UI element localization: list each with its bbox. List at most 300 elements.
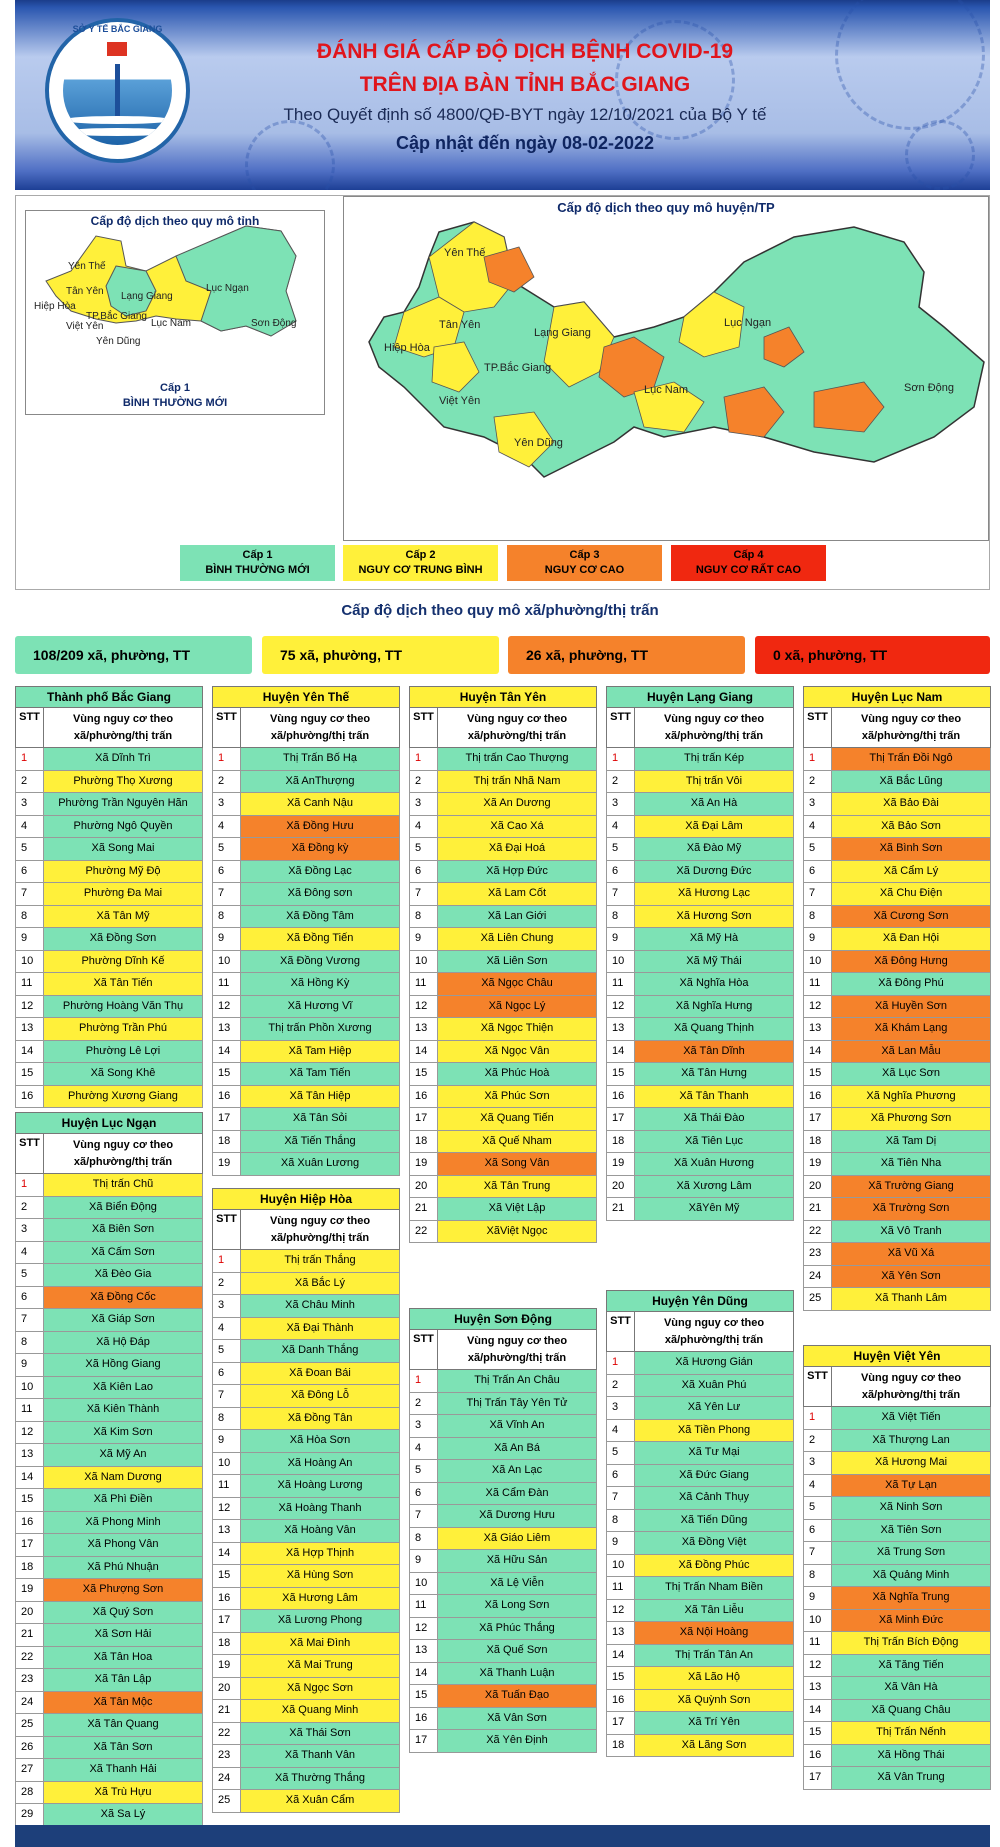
district-map-panel [343,196,989,541]
row-number: 15 [410,1685,438,1707]
zone-header-line: xã/phường/thị trấn [861,730,961,742]
row-number: 8 [607,1510,635,1532]
zone-header-line: Vùng nguy cơ theo [466,713,568,725]
province-level-name: BÌNH THƯỜNG MỚI [122,397,228,409]
row-number: 6 [213,1363,241,1385]
stt-header: STT [804,708,832,747]
table-row [606,1086,794,1109]
commune-name: Xã Lão Hộ [635,1667,793,1689]
dm-label: Hiệp Hòa [384,342,430,354]
row-number: 9 [607,1532,635,1554]
row-number: 8 [410,1528,438,1550]
row-number: 2 [213,771,241,793]
commune-name: Xã Đồng Tiến [241,928,399,950]
zone-header-line: xã/phường/thị trấn [73,1156,173,1168]
row-number: 1 [804,748,832,770]
zone-header [635,1312,793,1351]
row-number: 17 [213,1108,241,1130]
row-number: 21 [16,1624,44,1646]
commune-name: Xã Đồng Lạc [241,861,399,883]
table-row [15,793,203,816]
commune-name: Xã Biên Sơn [44,1219,202,1241]
row-number: 13 [607,1622,635,1644]
row-number: 4 [16,1242,44,1264]
table-row [212,1745,400,1768]
legend-level-2 [343,545,498,581]
commune-name: Xã Tuấn Đạo [438,1685,596,1707]
commune-name: Xã Dương Đức [635,861,793,883]
row-number: 3 [607,793,635,815]
table-row [409,883,597,906]
row-number: 10 [410,1573,438,1595]
commune-name: Xã Song Vân [438,1153,596,1175]
header-banner [15,0,990,190]
table-row [606,793,794,816]
row-number: 7 [410,883,438,905]
commune-name: Xã Trường Giang [832,1176,990,1198]
row-number: 9 [804,1587,832,1609]
commune-name: Xã Yên Sơn [832,1266,990,1288]
commune-name: Xã Việt Lập [438,1198,596,1220]
table-row [606,1487,794,1510]
row-number: 16 [213,1086,241,1108]
row-number: 22 [410,1221,438,1243]
commune-name: Thị trấn Chũ [44,1174,202,1196]
row-number: 6 [410,861,438,883]
row-number: 21 [607,1198,635,1220]
row-number: 21 [804,1198,832,1220]
row-number: 18 [213,1633,241,1655]
commune-name: Xã Phong Minh [44,1512,202,1534]
zone-header-line: xã/phường/thị trấn [467,730,567,742]
commune-name: Xã Song Mai [44,838,202,860]
table-row [212,861,400,884]
row-number: 24 [213,1768,241,1790]
column-header [409,708,597,748]
district-name: Huyện Lục Ngạn [15,1112,203,1134]
table-row [606,748,794,771]
row-number: 1 [213,1250,241,1272]
table-row [409,748,597,771]
commune-name: Xã Bảo Sơn [832,816,990,838]
row-number: 12 [213,996,241,1018]
row-number: 1 [16,748,44,770]
table-row [212,1408,400,1431]
legend-level: Cấp 1 [242,549,273,561]
row-number: 4 [410,816,438,838]
column-header [803,708,991,748]
table-row [409,1573,597,1596]
commune-name: Xã Quý Sơn [44,1602,202,1624]
title-line-1: ĐÁNH GIÁ CẤP ĐỘ DỊCH BỆNH COVID-19 [316,40,734,63]
district-table-yen-the [212,686,400,1176]
table-row [803,838,991,861]
table-row [212,838,400,861]
commune-name: Xã An Dương [438,793,596,815]
table-row [803,1430,991,1453]
stt-header: STT [607,1312,635,1351]
commune-name: Xã Lan Mẫu [832,1041,990,1063]
summary-level-3: 26 xã, phường, TT [508,636,745,674]
table-row [15,1063,203,1086]
commune-name: Xã Hộ Đáp [44,1332,202,1354]
row-number: 11 [213,1475,241,1497]
table-row [15,973,203,996]
commune-name: Xã Cảnh Thụy [635,1487,793,1509]
table-row [409,1370,597,1393]
table-row [15,1287,203,1310]
commune-name: Xã Cấm Sơn [44,1242,202,1264]
row-number: 3 [804,793,832,815]
commune-name: Xã Tân Sơn [44,1737,202,1759]
table-row [212,1700,400,1723]
dm-label: TP.Bắc Giang [484,362,552,374]
commune-name: Phường Thọ Xương [44,771,202,793]
row-number: 25 [804,1288,832,1310]
table-row [803,748,991,771]
row-number: 8 [213,906,241,928]
row-number: 7 [16,1309,44,1331]
table-row [212,1723,400,1746]
table-row [803,1655,991,1678]
commune-name: Xã Đoan Bái [241,1363,399,1385]
commune-name: Xã Đèo Gia [44,1264,202,1286]
table-row [606,1397,794,1420]
row-number: 17 [804,1108,832,1130]
row-number: 12 [804,996,832,1018]
table-row [409,816,597,839]
table-row [212,1790,400,1813]
table-row [606,883,794,906]
row-number: 5 [410,838,438,860]
dm-label: Yên Dũng [514,437,563,449]
commune-name: Xã Phong Vân [44,1534,202,1556]
row-number: 5 [16,838,44,860]
table-row [212,906,400,929]
row-number: 18 [16,1557,44,1579]
table-row [803,1520,991,1543]
legend-level: Cấp 3 [569,549,600,561]
row-number: 3 [16,1219,44,1241]
zone-header-line: xã/phường/thị trấn [664,730,764,742]
commune-name: Xã Thanh Luận [438,1663,596,1685]
table-row [212,1768,400,1791]
commune-name: Xã Đồng Cốc [44,1287,202,1309]
table-row [409,1108,597,1131]
table-row [15,1489,203,1512]
commune-name: Xã Đồng Tân [241,1408,399,1430]
commune-name: Xã Đức Giang [635,1465,793,1487]
commune-name: Xã AnThượng [241,771,399,793]
table-row [606,1352,794,1375]
row-number: 3 [410,1415,438,1437]
pm-label: Lục Ngạn [206,283,249,294]
commune-name: Xã Hương Lâm [241,1588,399,1610]
table-row [803,973,991,996]
district-table-hiep-hoa [212,1188,400,1813]
commune-name: Xã An Lạc [438,1460,596,1482]
commune-name: Phường Lê Lợi [44,1041,202,1063]
commune-name: Xã Vĩnh An [438,1415,596,1437]
table-row [15,861,203,884]
row-number: 3 [804,1452,832,1474]
commune-name: Xã Lệ Viễn [438,1573,596,1595]
commune-name: Xã Nghĩa Phương [832,1086,990,1108]
commune-name: Xã Hương Mai [832,1452,990,1474]
commune-name: Xã Long Sơn [438,1595,596,1617]
row-number: 10 [16,951,44,973]
table-row [409,951,597,974]
row-number: 15 [607,1667,635,1689]
commune-name: Xã An Hà [635,793,793,815]
table-row [803,1677,991,1700]
commune-name: Phường Mỹ Độ [44,861,202,883]
commune-name: Thị trấn Cao Thượng [438,748,596,770]
table-row [803,1131,991,1154]
table-row [212,951,400,974]
row-number: 7 [607,1487,635,1509]
stt-header: STT [804,1367,832,1406]
row-number: 5 [410,1460,438,1482]
commune-name: Xã Hợp Đức [438,861,596,883]
commune-name: Xã Khám Lạng [832,1018,990,1040]
commune-name: Xã Tân Tiến [44,973,202,995]
zone-header [635,708,793,747]
commune-name: Xã Ngọc Vân [438,1041,596,1063]
stt-header: STT [16,1134,44,1173]
row-number: 16 [804,1745,832,1767]
pm-label: Lục Nam [151,318,192,329]
column-header [212,1210,400,1250]
row-number: 1 [804,1407,832,1429]
commune-name: Xã Đại Thành [241,1318,399,1340]
table-row [15,1422,203,1445]
row-number: 15 [213,1063,241,1085]
table-row [803,928,991,951]
table-row [803,1452,991,1475]
table-row [212,1475,400,1498]
commune-name: Xã Tân Mỹ [44,906,202,928]
row-number: 4 [213,816,241,838]
table-row [409,1640,597,1663]
table-row [212,1340,400,1363]
table-row [803,1565,991,1588]
row-number: 19 [213,1655,241,1677]
commune-name: Thị Trấn Bố Hạ [241,748,399,770]
legend-level-1 [180,545,335,581]
row-number: 6 [16,1287,44,1309]
zone-header [44,708,202,747]
commune-name: Xã Sơn Hải [44,1624,202,1646]
commune-name: Xã Ninh Sơn [832,1497,990,1519]
row-number: 1 [213,748,241,770]
commune-name: Xã Đồng Vương [241,951,399,973]
row-number: 5 [804,1497,832,1519]
commune-name: Xã Hương Lạc [635,883,793,905]
commune-name: Xã Hòa Sơn [241,1430,399,1452]
table-row [803,1767,991,1790]
row-number: 1 [607,748,635,770]
table-row [15,1782,203,1805]
commune-name: Xã Kim Sơn [44,1422,202,1444]
row-number: 14 [16,1467,44,1489]
table-row [212,883,400,906]
row-number: 2 [607,1375,635,1397]
table-row [15,1264,203,1287]
row-number: 10 [410,951,438,973]
table-row [606,1465,794,1488]
commune-name: Xã Hương Sơn [635,906,793,928]
table-row [212,1295,400,1318]
zone-header-line: xã/phường/thị trấn [861,1389,961,1401]
row-number: 10 [213,951,241,973]
table-row [803,1041,991,1064]
table-row [15,1332,203,1355]
zone-header-line: Vùng nguy cơ theo [72,713,174,725]
caduceus-icon [115,64,120,119]
row-number: 6 [607,1465,635,1487]
table-row [15,996,203,1019]
row-number: 17 [607,1108,635,1130]
row-number: 16 [804,1086,832,1108]
table-row [15,1018,203,1041]
table-row [212,1588,400,1611]
row-number: 12 [410,996,438,1018]
district-table-viet-yen [803,1345,991,1790]
table-row [15,771,203,794]
commune-name: Xã Quang Minh [241,1700,399,1722]
table-row [409,1618,597,1641]
commune-name: Phường Hoàng Văn Thụ [44,996,202,1018]
commune-name: Thị trấn Thắng [241,1250,399,1272]
row-number: 9 [16,1354,44,1376]
row-number: 3 [213,1295,241,1317]
commune-name: Xã Tân Hiệp [241,1086,399,1108]
table-row [15,928,203,951]
row-number: 7 [804,1542,832,1564]
row-number: 6 [213,861,241,883]
commune-name: Xã Tiên Sơn [832,1520,990,1542]
table-row [212,1543,400,1566]
dm-label: Tân Yên [439,319,481,331]
pm-label: Sơn Động [251,318,297,329]
row-number: 14 [607,1645,635,1667]
row-number: 12 [16,1422,44,1444]
row-number: 15 [16,1063,44,1085]
row-number: 2 [410,1393,438,1415]
row-number: 17 [213,1610,241,1632]
row-number: 9 [410,928,438,950]
table-row [409,1198,597,1221]
table-row [409,1086,597,1109]
column-header [606,1312,794,1352]
summary-level-4: 0 xã, phường, TT [755,636,990,674]
commune-name: Xã Xuân Lương [241,1153,399,1175]
commune-name: Xã Nam Dương [44,1467,202,1489]
column-header [15,708,203,748]
district-name: Huyện Yên Thế [212,686,400,708]
commune-name: Thị Trấn Tây Yên Tử [438,1393,596,1415]
province-map-panel [25,210,325,415]
row-number: 27 [16,1759,44,1781]
commune-section-title: Cấp độ dịch theo quy mô xã/phường/thị trấn [341,602,659,619]
commune-name: Xã Đông Phú [832,973,990,995]
row-number: 9 [16,928,44,950]
commune-name: Xã Bắc Lý [241,1273,399,1295]
commune-name: Xã Đại Hoá [438,838,596,860]
row-number: 13 [804,1677,832,1699]
row-number: 18 [804,1131,832,1153]
commune-name: Xã Vô Tranh [832,1221,990,1243]
row-number: 11 [607,1577,635,1599]
row-number: 23 [16,1669,44,1691]
table-row [212,1655,400,1678]
table-row [212,1108,400,1131]
row-number: 13 [410,1018,438,1040]
commune-name: Xã Canh Nậu [241,793,399,815]
commune-name: Xã Tiến Dũng [635,1510,793,1532]
district-table-tan-yen [409,686,597,1243]
commune-name: Xã Nghĩa Hòa [635,973,793,995]
table-row [409,1460,597,1483]
table-row [212,771,400,794]
table-row [212,793,400,816]
table-row [15,1647,203,1670]
table-row [803,793,991,816]
row-number: 12 [213,1498,241,1520]
table-row [409,996,597,1019]
commune-name: Xã Giáp Sơn [44,1309,202,1331]
commune-name: Xã Phượng Sơn [44,1579,202,1601]
commune-name: Xã Minh Đức [832,1610,990,1632]
table-row [803,1632,991,1655]
commune-name: Xã Đồng Tâm [241,906,399,928]
table-row [409,1131,597,1154]
commune-name: Phường Đa Mai [44,883,202,905]
row-number: 13 [16,1444,44,1466]
province-map-title: Cấp độ dịch theo quy mô tỉnh [90,214,260,228]
row-number: 4 [804,1475,832,1497]
flag-icon [107,42,127,56]
row-number: 5 [607,1442,635,1464]
row-number: 10 [607,1555,635,1577]
row-number: 24 [16,1692,44,1714]
table-row [606,1532,794,1555]
pm-label: Tân Yên [66,286,104,297]
table-row [212,1250,400,1273]
table-row [409,1483,597,1506]
commune-name: Xã Liên Sơn [438,951,596,973]
row-number: 10 [804,951,832,973]
table-row [409,1176,597,1199]
commune-name: XãYên Mỹ [635,1198,793,1220]
table-row [15,1512,203,1535]
dm-label: Lạng Giang [534,327,591,339]
commune-name: Xã Mỹ Hà [635,928,793,950]
table-row [15,1624,203,1647]
row-number: 11 [16,1399,44,1421]
table-row [212,1131,400,1154]
table-row [606,1420,794,1443]
table-row [606,1131,794,1154]
commune-name: Xã Ngọc Châu [438,973,596,995]
commune-name: Xã Châu Minh [241,1295,399,1317]
row-number: 3 [410,793,438,815]
commune-name: Xã Tự Lạn [832,1475,990,1497]
commune-name: Xã Phúc Thắng [438,1618,596,1640]
row-number: 4 [804,816,832,838]
row-number: 7 [607,883,635,905]
